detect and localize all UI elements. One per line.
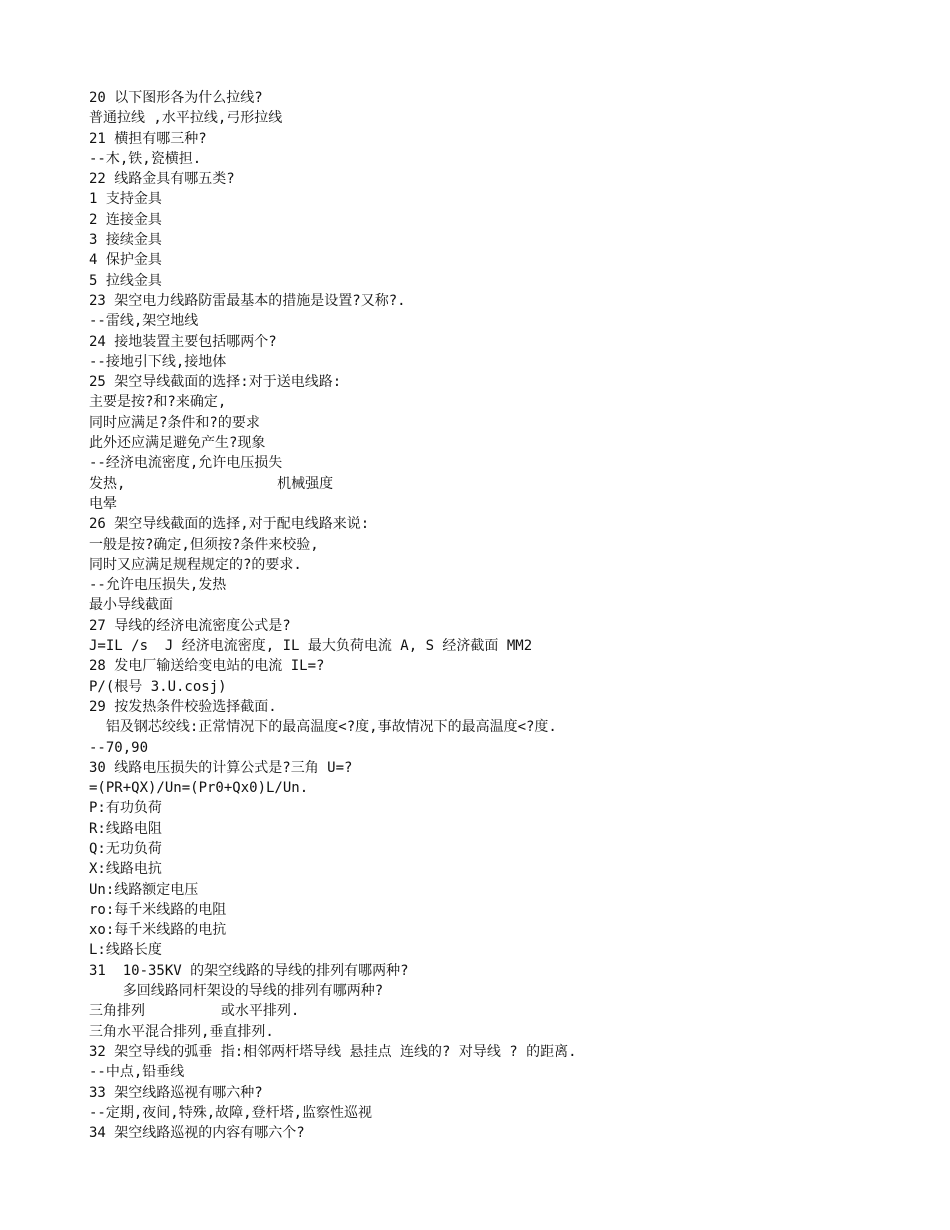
text-line: 普通拉线 ,水平拉线,弓形拉线	[89, 110, 283, 127]
text-line: 同时应满足?条件和?的要求	[89, 414, 260, 431]
document-body	[89, 88, 909, 1143]
text-line: 23 架空电力线路防雷最基本的措施是设置?又称?.	[89, 292, 406, 309]
text-line: 31 10-35KV 的架空线路的导线的排列有哪两种?	[89, 962, 409, 979]
text-line: L:线路长度	[89, 942, 162, 959]
text-line: 三角水平混合排列,垂直排列.	[89, 1023, 274, 1040]
text-line: --70,90	[89, 739, 149, 756]
text-line: 33 架空线路巡视有哪六种?	[89, 1084, 263, 1101]
text-line: 34 架空线路巡视的内容有哪六个?	[89, 1125, 305, 1142]
text-line: 电晕	[89, 495, 117, 512]
text-line: 20 以下图形各为什么拉线?	[89, 90, 263, 106]
text-line: Un:线路额定电压	[89, 881, 199, 898]
text-line: 29 按发热条件校验选择截面.	[89, 698, 277, 715]
text-line: xo:每千米线路的电抗	[89, 922, 227, 939]
text-line: X:线路电抗	[89, 861, 162, 878]
text-line: 22 线路金具有哪五类?	[89, 171, 235, 188]
text-line: 24 接地装置主要包括哪两个?	[89, 333, 277, 350]
text-line: --雷线,架空地线	[89, 313, 199, 330]
text-line: 三角排列 或水平排列.	[89, 1003, 300, 1020]
text-line: 21 横担有哪三种?	[89, 130, 207, 147]
text-line: --定期,夜间,特殊,故障,登杆塔,监察性巡视	[89, 1104, 372, 1121]
text-line: 27 导线的经济电流密度公式是?	[89, 617, 291, 634]
text-line: --接地引下线,接地体	[89, 353, 227, 370]
text-line: J=IL /s J 经济电流密度, IL 最大负荷电流 A, S 经济截面 MM2	[89, 638, 533, 655]
text-line: --允许电压损失,发热	[89, 577, 227, 594]
text-line: 同时又应满足规程规定的?的要求.	[89, 556, 302, 573]
text-line: 26 架空导线截面的选择,对于配电线路来说:	[89, 516, 370, 533]
text-line: ro:每千米线路的电阻	[89, 901, 227, 918]
text-line: --经济电流密度,允许电压损失	[89, 455, 283, 472]
text-line: 多回线路同杆架设的导线的排列有哪两种?	[89, 983, 384, 1000]
text-line: 一般是按?确定,但须按?条件来校验,	[89, 536, 319, 553]
text-line: 3 接续金具	[89, 232, 162, 249]
text-line: P/(根号 3.U.cosj)	[89, 678, 227, 695]
text-line: 1 支持金具	[89, 191, 162, 208]
text-line: --木,铁,瓷横担.	[89, 150, 202, 167]
text-line: 5 拉线金具	[89, 272, 162, 289]
text-line: 32 架空导线的弧垂 指:相邻两杆塔导线 悬挂点 连线的? 对导线 ? 的距离.	[89, 1043, 577, 1060]
text-line: 2 连接金具	[89, 211, 162, 228]
text-line: Q:无功负荷	[89, 840, 162, 857]
text-line: 发热, 机械强度	[89, 475, 334, 492]
text-line: 主要是按?和?来确定,	[89, 394, 227, 411]
text-line: P:有功负荷	[89, 800, 162, 817]
text-line: 4 保护金具	[89, 252, 162, 269]
text-line: 25 架空导线截面的选择:对于送电线路:	[89, 374, 342, 391]
text-line: 此外还应满足避免产生?现象	[89, 435, 266, 452]
text-line: =(PR+QX)/Un=(Pr0+Qx0)L/Un.	[89, 780, 309, 797]
text-line: 30 线路电压损失的计算公式是?三角 U=?	[89, 759, 353, 776]
text-line: --中点,铅垂线	[89, 1064, 185, 1081]
text-line: 铝及钢芯绞线:正常情况下的最高温度<?度,事故情况下的最高温度<?度.	[89, 719, 557, 736]
text-line: R:线路电阻	[89, 820, 162, 837]
text-line: 28 发电厂输送给变电站的电流 IL=?	[89, 658, 325, 675]
text-line: 最小导线截面	[89, 597, 173, 614]
